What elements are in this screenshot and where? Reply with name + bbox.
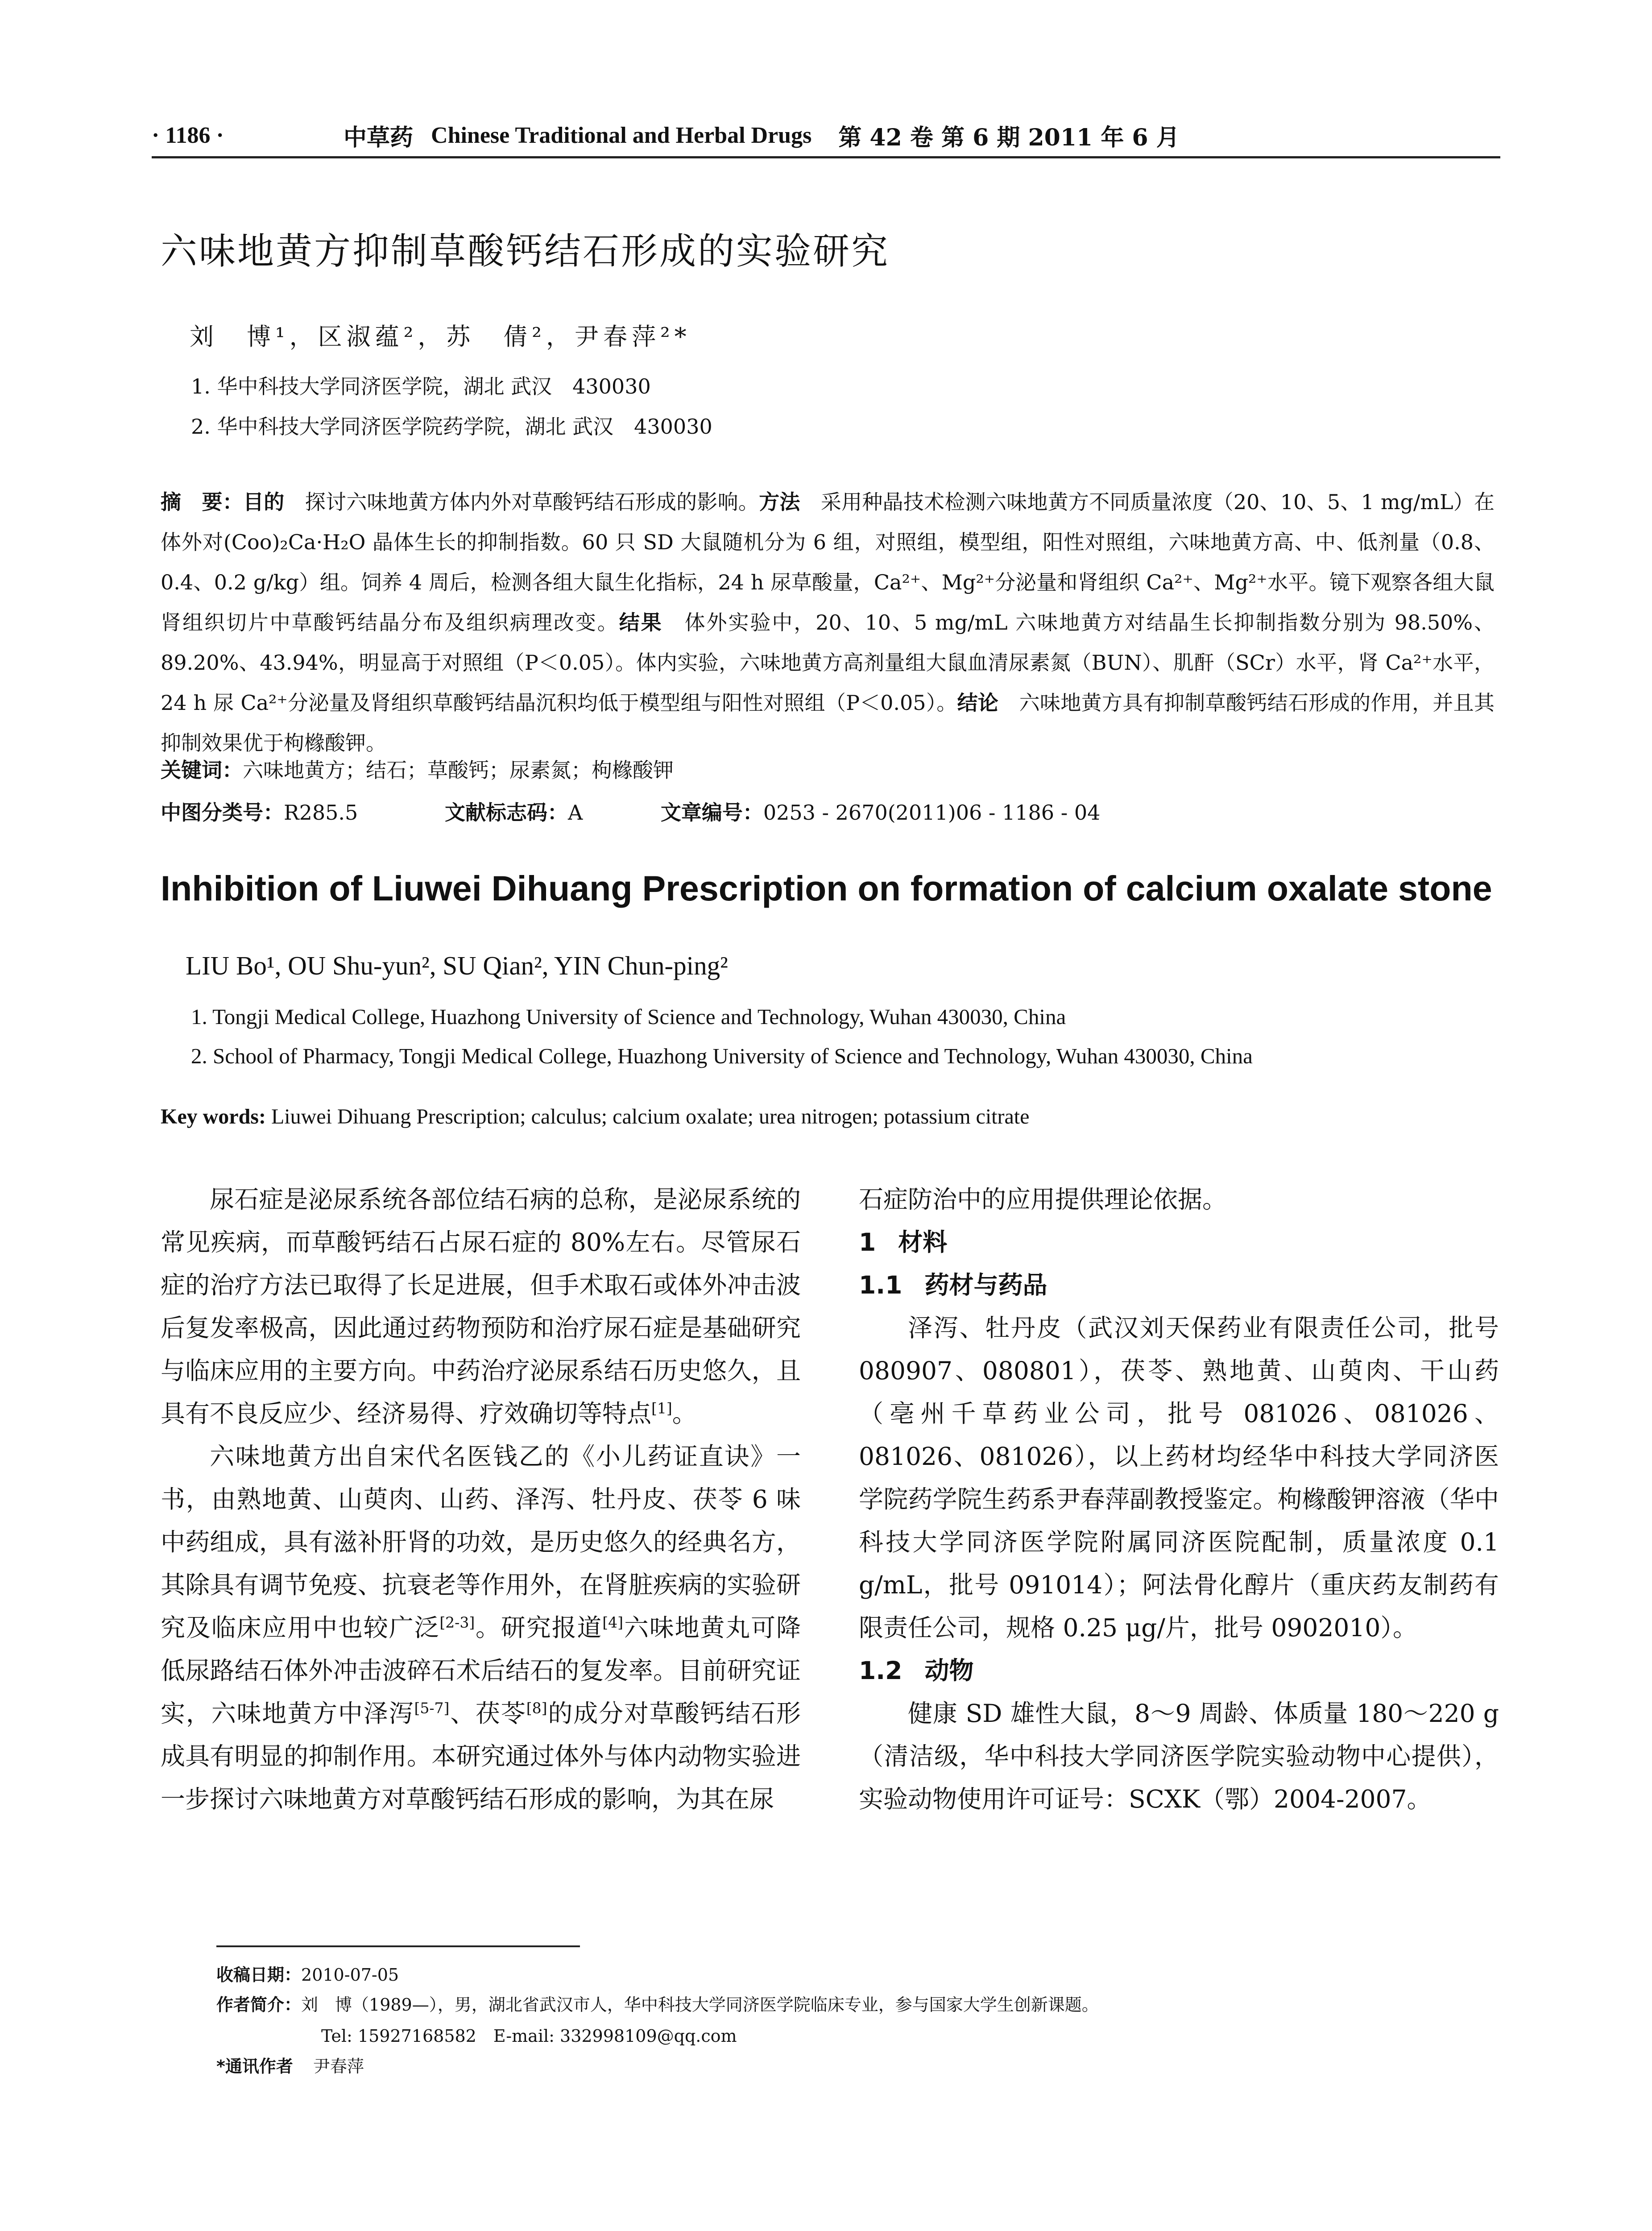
keywords-en-text: Liuwei Dihuang Prescription; calculus; calcium oxalate; urea nitrogen; potassium citrate — [265, 1105, 1030, 1128]
section-number: 1.2 — [859, 1656, 903, 1685]
title-zh: 六味地黄方抑制草酸钙结石形成的实验研究 — [161, 230, 890, 273]
objective-text: 探讨六味地黄方体内外对草酸钙结石形成的影响。 — [284, 490, 759, 514]
keywords-zh — [161, 754, 674, 784]
header-rule — [152, 156, 1500, 158]
results-text: 体外实验中，20、10、5 mg/mL 六味地黄方对结晶生长抑制指数分别为 98.50%、89.20%、43.94%，明显高于对照组（P＜0.05）。体内实验，六味地黄方高剂量组大鼠血清尿素氮（BUN）、肌酐（SCr）水平，肾 Ca²⁺水平，24 h 尿 Ca²⁺分泌量及肾组织草酸钙结晶沉积均低于模型组与阳性对照组（P＜0.05）。 — [161, 610, 1495, 715]
body-paragraph-1 — [161, 1178, 801, 1435]
journal-name-en: Chinese Traditional and Herbal Drugs — [431, 122, 812, 148]
paragraph-text: 。研究报道 — [475, 1613, 603, 1642]
clc-value: R285.5 — [284, 800, 358, 825]
corresponding-label: *通讯作者 — [216, 2057, 293, 2076]
corresponding-author: 尹春萍 — [313, 2057, 364, 2076]
paragraph-text: 六味地黄丸可降低尿路结石体外冲击波碎石术后结石的复发率。目前研究证实，六味地黄方中泽泻 — [161, 1613, 801, 1728]
authors-en: LIU Bo¹, OU Shu-yun², SU Qian², YIN Chun-ping² — [186, 951, 728, 980]
paragraph-text: 。 — [672, 1399, 697, 1428]
methods-label: 方法 — [759, 490, 800, 514]
article-number-value: 0253 - 2670(2011)06 - 1186 - 04 — [763, 800, 1101, 825]
body-column-left — [161, 1178, 801, 1820]
authors-zh: 刘 博¹，区淑蕴²，苏 倩²，尹春萍²* — [190, 323, 691, 351]
affiliation-en-1: 1. Tongji Medical College, Huazhong University of Science and Technology, Wuhan 430030, China — [191, 1004, 1066, 1029]
abstract-zh — [161, 482, 1495, 763]
footnote-rule — [216, 1945, 580, 1947]
abstract-label: 摘 要： — [161, 490, 243, 514]
objective-label: 目的 — [243, 490, 285, 514]
paragraph-text: 尿石症是泌尿系统各部位结石病的总称，是泌尿系统的常见疾病，而草酸钙结石占尿石症的 80%左右。尽管尿石症的治疗方法已取得了长足进展，但手术取石或体外冲击波后复发率极高，因此通过药物预防和治疗尿石症是基础研究与临床应用的主要方向。中药治疗泌尿系结石历史悠久，且具有不良反应少、经济易得、疗效确切等特点 — [161, 1185, 801, 1428]
received-label: 收稿日期： — [216, 1965, 302, 1985]
body-paragraph-animals: 健康 SD 雄性大鼠，8～9 周龄、体质量 180～220 g（清洁级，华中科技大学同济医学院实验动物中心提供），实验动物使用许可证号：SCXK（鄂）2004-2007。 — [859, 1699, 1499, 1813]
body-paragraph-2 — [161, 1435, 801, 1820]
citation-ref[interactable]: [5-7] — [414, 1699, 450, 1717]
results-label: 结果 — [619, 610, 663, 634]
received-date: 2010-07-05 — [301, 1965, 399, 1985]
section-title: 动物 — [924, 1656, 974, 1685]
citation-ref[interactable]: [2-3] — [439, 1613, 475, 1631]
journal-name-zh: 中草药 — [344, 124, 414, 151]
section-heading-1-2 — [859, 1649, 1499, 1692]
clc-label: 中图分类号： — [161, 800, 284, 825]
footnote-corresponding — [216, 2053, 364, 2077]
keywords-zh-text: 六味地黄方；结石；草酸钙；尿素氮；枸橼酸钾 — [243, 758, 674, 782]
body-paragraph-materials: 泽泻、牡丹皮（武汉刘天保药业有限责任公司，批号 080907、080801），茯苓、熟地黄、山萸肉、干山药（亳州千草药业公司，批号 081026、081026、081026、081026），以上药材均经华中科技大学同济医学院药学院生药系尹春萍副教授鉴定。枸橼酸钾溶液（华中科技大学同济医学院附属同济医院配制，质量浓度 0.1 g/mL，批号 091014）；阿法骨化醇片（重庆药友制药有限责任公司，规格 0.25 μg/片，批号 0902010）。 — [859, 1314, 1499, 1642]
paragraph-text: 六味地黄方出自宋代名医钱乙的《小儿药证直诀》一书，由熟地黄、山萸肉、山药、泽泻、牡丹皮、茯苓 6 味中药组成，具有滋补肝肾的功效，是历史悠久的经典名方，其除具有调节免疫、抗衰老等作用外，在肾脏疾病的实验研究及临床应用中也较广泛 — [161, 1442, 801, 1642]
doc-code-label: 文献标志码： — [444, 800, 568, 825]
conclusion-text: 六味地黄方具有抑制草酸钙结石形成的作用，并且其抑制效果优于枸橼酸钾。 — [161, 691, 1495, 755]
section-heading-1 — [859, 1221, 1499, 1264]
paragraph-text: 、茯苓 — [449, 1699, 526, 1728]
citation-ref[interactable]: [1] — [651, 1399, 672, 1417]
methods-text: 采用种晶技术检测六味地黄方不同质量浓度（20、10、5、1 mg/mL）在体外对(Coo)₂Ca·H₂O 晶体生长的抑制指数。60 只 SD 大鼠随机分为 6 组，对照组，模型组，阳性对照组，六味地黄方高、中、低剂量（0.8、0.4、0.2 g/kg）组。饲养 4 周后，检测各组大鼠生化指标，24 h 尿草酸量，Ca²⁺、Mg²⁺分泌量和肾组织 Ca²⁺、Mg²⁺水平。镜下观察各组大鼠肾组织切片中草酸钙结晶分布及组织病理改变。 — [161, 490, 1495, 634]
keywords-zh-label: 关键词： — [161, 758, 243, 782]
article-number-label: 文章编号： — [660, 800, 763, 825]
author-bio-label: 作者简介： — [216, 1995, 302, 2015]
citation-ref[interactable]: [4] — [602, 1613, 624, 1631]
conclusion-label: 结论 — [957, 691, 999, 715]
body-paragraph-continued: 石症防治中的应用提供理论依据。 — [859, 1185, 1227, 1214]
section-title: 药材与药品 — [924, 1271, 1048, 1299]
section-title: 材料 — [898, 1228, 948, 1256]
body-column-right — [859, 1178, 1499, 1820]
doc-code-value: A — [567, 800, 583, 825]
affiliation-zh-1: 1. 华中科技大学同济医学院，湖北 武汉 430030 — [191, 374, 651, 398]
classification-line — [161, 796, 1100, 826]
issue-info: 第 42 卷 第 6 期 2011 年 6 月 — [838, 124, 1180, 151]
footnote-author — [216, 1991, 1099, 2015]
section-number: 1 — [859, 1228, 876, 1256]
citation-ref[interactable]: [8] — [526, 1699, 547, 1717]
affiliation-en-2: 2. School of Pharmacy, Tongji Medical College, Huazhong University of Science and Technology, Wuhan 430030, China — [191, 1044, 1253, 1068]
paragraph-text: 的成分对草酸钙结石形成具有明显的抑制作用。本研究通过体外与体内动物实验进一步探讨六味地黄方对草酸钙结石形成的影响，为其在尿 — [161, 1699, 801, 1813]
affiliation-zh-2: 2. 华中科技大学同济医学院药学院，湖北 武汉 430030 — [191, 415, 712, 439]
keywords-en-label: Key words: — [161, 1105, 266, 1128]
author-bio: 刘 博（1989—），男，湖北省武汉市人，华中科技大学同济医学院临床专业，参与国家大学生创新课题。 — [301, 1995, 1099, 2015]
title-en: Inhibition of Liuwei Dihuang Prescription on formation of calcium oxalate stone — [161, 868, 1492, 908]
running-header — [152, 115, 1500, 155]
footnote-contact: Tel: 15927168582 E-mail: 332998109@qq.com — [321, 2026, 737, 2046]
footnote-received — [216, 1961, 399, 1986]
section-number: 1.1 — [859, 1271, 903, 1299]
section-heading-1-1 — [859, 1264, 1499, 1306]
page-number: · 1186 · — [152, 122, 224, 148]
keywords-en — [161, 1104, 1029, 1129]
